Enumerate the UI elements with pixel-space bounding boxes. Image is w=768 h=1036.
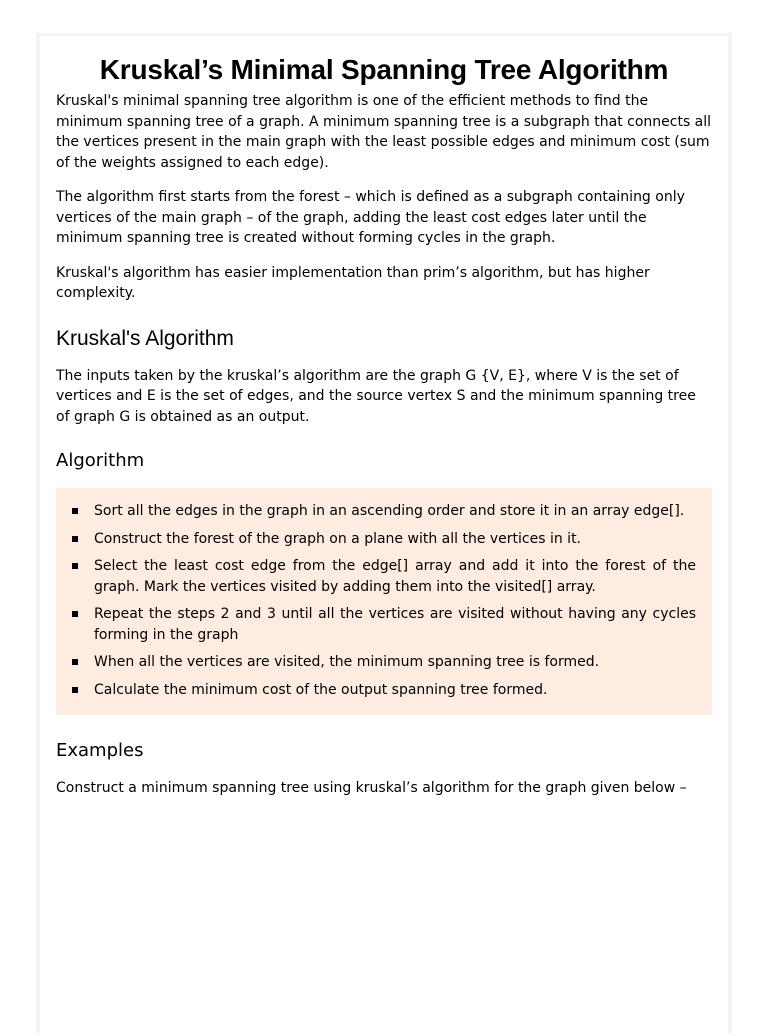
square-bullet-icon xyxy=(72,536,78,542)
examples-paragraph: Construct a minimum spanning tree using kruskal’s algorithm for the graph given below – xyxy=(56,780,687,796)
algorithm-step-text: Sort all the edges in the graph in an ascending order and store it in an array edge[]. xyxy=(94,503,685,519)
algorithm-steps-box xyxy=(56,488,712,715)
square-bullet-icon xyxy=(72,508,78,514)
algorithm-step-text: When all the vertices are visited, the minimum spanning tree is formed. xyxy=(94,654,600,670)
section-heading-kruskals-algorithm: Kruskal's Algorithm xyxy=(56,326,234,350)
intro-paragraph-3: Kruskal's algorithm has easier implementation than prim’s algorithm, but has higher complexity. xyxy=(56,264,650,301)
square-bullet-icon xyxy=(72,611,78,617)
page-title: Kruskal’s Minimal Spanning Tree Algorithm xyxy=(99,54,669,85)
intro-paragraph-1: Kruskal's minimal spanning tree algorithm is one of the efficient methods to find the minimum spanning tree of a graph. A minimum spanning tree is a subgraph that connects all the vertices present in the main graph with the least possible edges and minimum cost (sum of the weights assigned to each edge). xyxy=(56,93,712,171)
algorithm-step xyxy=(72,604,696,645)
algorithm-step xyxy=(72,501,696,522)
document-page xyxy=(40,36,728,1036)
algorithm-step xyxy=(72,680,696,701)
algorithm-step-text: Repeat the steps 2 and 3 until all the vertices are visited without having any cycles forming in the graph xyxy=(94,606,696,643)
section-paragraph-inputs: The inputs taken by the kruskal’s algorithm are the graph G {V, E}, where V is the set of vertices and E is the set of edges, and the source vertex S and the minimum spanning tree of graph G is obtained as an output. xyxy=(56,367,696,425)
algorithm-step-text: Calculate the minimum cost of the output spanning tree formed. xyxy=(94,681,548,698)
square-bullet-icon xyxy=(72,687,78,693)
square-bullet-icon xyxy=(72,563,78,569)
algorithm-step xyxy=(72,652,696,673)
algorithm-step-text: Select the least cost edge from the edge[] array and add it into the forest of the graph. Mark the vertices visited by adding them into the visited[] array. xyxy=(94,558,696,595)
square-bullet-icon xyxy=(72,659,78,665)
algorithm-steps-list xyxy=(72,501,696,700)
algorithm-step xyxy=(72,529,696,550)
examples-heading: Examples xyxy=(56,740,144,761)
algorithm-step xyxy=(72,556,696,597)
algorithm-heading: Algorithm xyxy=(56,450,145,471)
intro-paragraph-2: The algorithm first starts from the forest – which is defined as a subgraph containing only vertices of the main graph – of the graph, adding the least cost edges later until the minimum spanning tree is created without forming cycles in the graph. xyxy=(56,189,685,246)
algorithm-step-text: Construct the forest of the graph on a plane with all the vertices in it. xyxy=(94,530,582,547)
